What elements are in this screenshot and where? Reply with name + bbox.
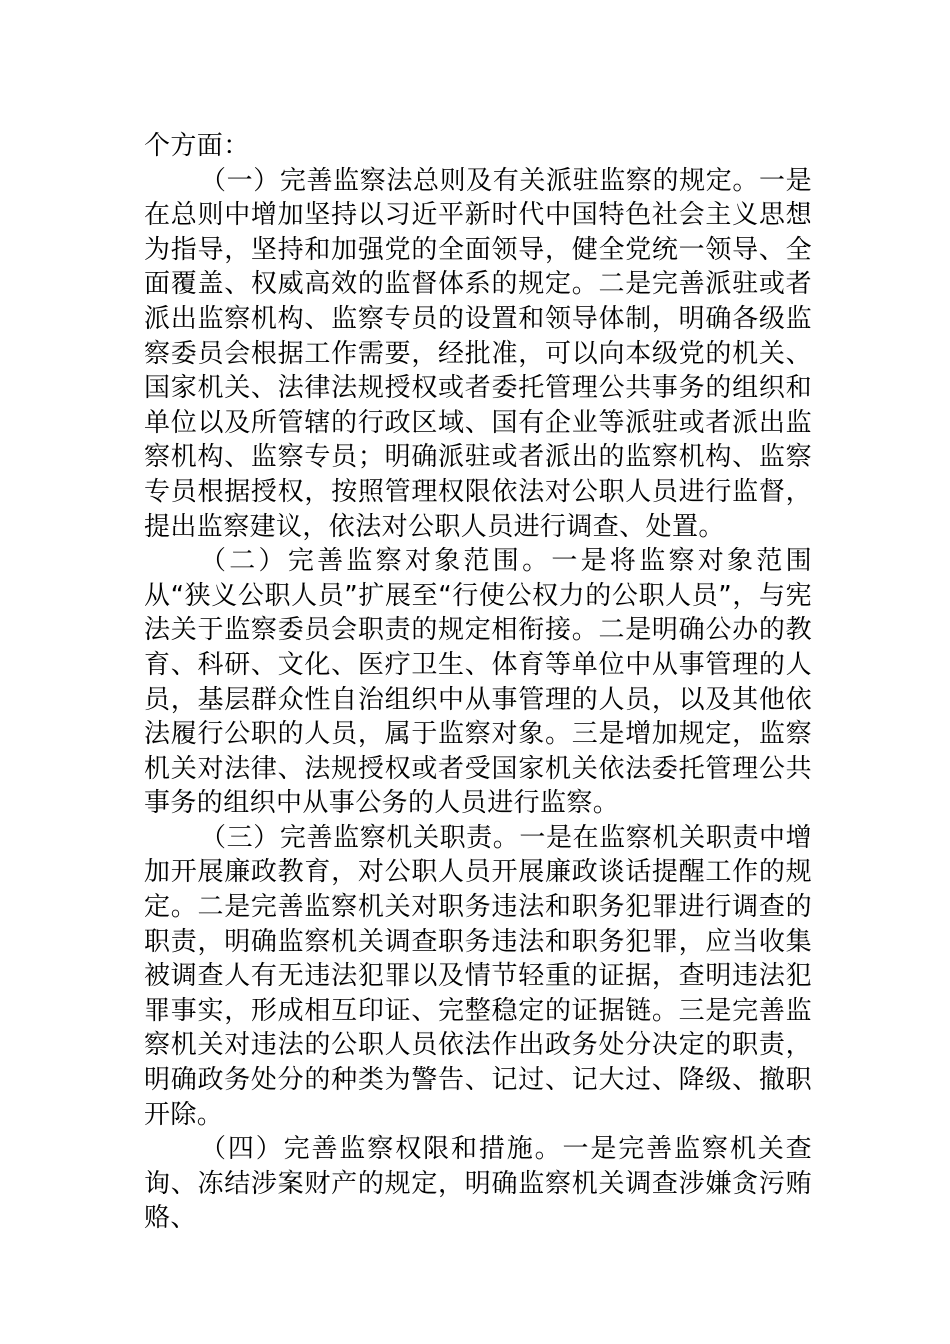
document-body xyxy=(144,129,812,1236)
paragraph-section-4: （四）完善监察权限和措施。一是完善监察机关查询、冻结涉案财产的规定，明确监察机关调查涉嫌贪污贿赂、 xyxy=(144,1134,812,1234)
paragraph-section-3: （三）完善监察机关职责。一是在监察机关职责中增加开展廉政教育，对公职人员开展廉政谈话提醒工作的规定。二是完善监察机关对职务违法和职务犯罪进行调查的职责，明确监察机关调查职务违法和职务犯罪，应当收集被调查人有无违法犯罪以及情节轻重的证据，查明违法犯罪事实，形成相互印证、完整稳定的证据链。三是完善监察机关对违法的公职人员依法作出政务处分决定的职责，明确政务处分的种类为警告、记过、记大过、降级、撤职开除。 xyxy=(144,822,812,1130)
paragraph-section-2: （二）完善监察对象范围。一是将监察对象范围从“狭义公职人员”扩展至“行使公权力的公职人员”，与宪法关于监察委员会职责的规定相衔接。二是明确公办的教育、科研、文化、医疗卫生、体育等单位中从事管理的人员，基层群众性自治组织中从事管理的人员，以及其他依法履行公职的人员，属于监察对象。三是增加规定，监察机关对法律、法规授权或者受国家机关依法委托管理公共事务的组织中从事公务的人员进行监察。 xyxy=(144,546,812,819)
paragraph-section-1: （一）完善监察法总则及有关派驻监察的规定。一是在总则中增加坚持以习近平新时代中国特色社会主义思想为指导，坚持和加强党的全面领导，健全党统一领导、全面覆盖、权威高效的监督体系的规定。二是完善派驻或者派出监察机构、监察专员的设置和领导体制，明确各级监察委员会根据工作需要，经批准，可以向本级党的机关、国家机关、法律法规授权或者委托管理公共事务的组织和单位以及所管辖的行政区域、国有企业等派驻或者派出监察机构、监察专员；明确派驻或者派出的监察机构、监察专员根据授权，按照管理权限依法对公职人员进行监督，提出监察建议，依法对公职人员进行调查、处置。 xyxy=(144,165,812,542)
paragraph-continuation: 个方面： xyxy=(144,131,250,161)
